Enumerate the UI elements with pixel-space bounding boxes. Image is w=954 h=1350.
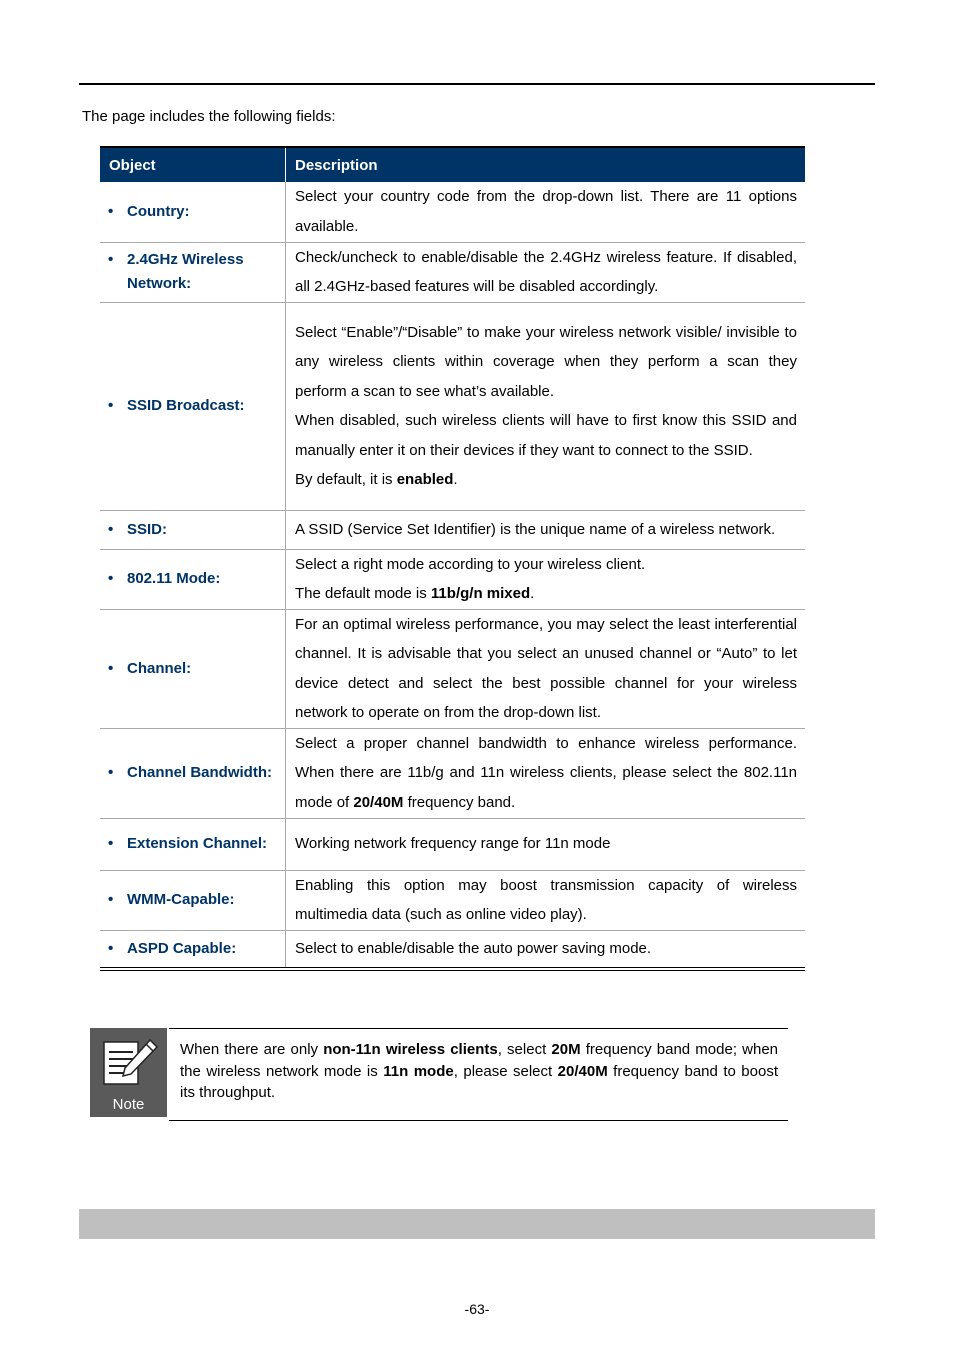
- description-paragraph: [295, 182, 797, 241]
- object-label: 802.11 Mode:: [127, 570, 221, 587]
- description-cell: [286, 182, 806, 242]
- fields-table: [100, 146, 805, 971]
- description-paragraph: [295, 610, 797, 728]
- table-row: [100, 818, 805, 870]
- object-item: [108, 248, 285, 296]
- object-label: Channel:: [127, 659, 192, 677]
- bullet-icon: •: [108, 891, 114, 908]
- description-cell: [286, 728, 806, 818]
- table-row: [100, 728, 805, 818]
- bullet-icon: •: [108, 520, 114, 538]
- text-run: frequency band to boost its throughput.: [180, 1062, 778, 1101]
- description-paragraph: [295, 934, 797, 964]
- object-item: [108, 937, 285, 961]
- description-paragraph: [295, 465, 797, 495]
- object-label: SSID Broadcast:: [127, 397, 245, 414]
- table-row: [100, 242, 805, 302]
- table-row: [100, 549, 805, 609]
- bullet-icon: •: [108, 939, 114, 957]
- text-run: frequency band mode; when the wireless network mode is: [180, 1041, 778, 1080]
- object-cell: [100, 302, 286, 510]
- bold-text: 11b/g/n mixed: [430, 585, 531, 602]
- object-item: [108, 518, 285, 542]
- description-cell: [286, 242, 806, 302]
- table-row: [100, 609, 805, 728]
- table-row: [100, 930, 805, 969]
- object-item: [108, 567, 285, 591]
- bullet-icon: •: [108, 570, 114, 587]
- table-row: [100, 510, 805, 549]
- description-paragraph: [295, 243, 797, 302]
- table-header-row: [100, 147, 805, 182]
- text-run: Select to enable/disable the auto power saving mode.: [295, 940, 652, 957]
- header-object: Object: [100, 147, 286, 182]
- text-run: The default mode is: [295, 585, 431, 602]
- text-run: When disabled, such wireless clients will have to first know this SSID and manually enter it on their devices if they want to connect to the SSID.: [295, 412, 797, 459]
- text-run: Select “Enable”/“Disable” to make your wireless network visible/ invisible to any wireless clients within coverage when they perform a scan they perform a scan to see what’s available.: [295, 323, 797, 400]
- description-cell: [286, 549, 806, 609]
- text-run: A SSID (Service Set Identifier) is the unique name of a wireless network.: [295, 520, 776, 538]
- object-item: [108, 888, 285, 912]
- bold-text: 20M: [551, 1041, 581, 1058]
- bullet-icon: •: [108, 251, 114, 268]
- text-run: When there are only: [180, 1041, 324, 1058]
- object-label: Country:: [127, 202, 190, 220]
- description-paragraph: [295, 318, 797, 407]
- bullet-icon: •: [108, 202, 114, 220]
- bullet-icon: •: [108, 835, 114, 852]
- note-callout: [90, 1028, 789, 1120]
- text-run: Check/uncheck to enable/disable the 2.4GHz wireless feature. If disabled, all 2.4GHz-based features will be disabled accordingly.: [295, 248, 797, 295]
- note-icon-label: Note: [112, 1096, 145, 1113]
- description-paragraph: [295, 515, 797, 545]
- object-cell: [100, 549, 286, 609]
- text-run: Enabling this option may boost transmission capacity of wireless multimedia data (such as online video play).: [295, 876, 797, 923]
- object-item: [108, 200, 285, 224]
- text-run: Working network frequency range for 11n mode: [295, 835, 611, 853]
- object-cell: [100, 510, 286, 549]
- text-run: By default, it is: [295, 471, 397, 488]
- object-label: SSID:: [127, 520, 168, 538]
- bold-text: enabled: [396, 471, 454, 488]
- note-text: [180, 1039, 778, 1104]
- description-cell: [286, 870, 806, 930]
- text-run: Select a right mode according to your wireless client.: [295, 555, 646, 573]
- object-item: [108, 832, 285, 856]
- bold-text: 11n mode: [383, 1062, 454, 1080]
- object-label: Extension Channel:: [127, 835, 268, 852]
- note-pencil-icon: [90, 1028, 167, 1117]
- object-item: [108, 657, 285, 681]
- bullet-icon: •: [108, 659, 114, 677]
- text-run: .: [530, 585, 535, 602]
- object-label: WMM-Capable:: [127, 891, 235, 908]
- description-paragraph: [295, 550, 797, 580]
- object-label: Channel Bandwidth:: [127, 764, 272, 781]
- note-box: [169, 1028, 788, 1121]
- text-run: Select your country code from the drop-down list. There are 11 options available.: [295, 188, 797, 235]
- description-paragraph: [295, 406, 797, 465]
- bold-text: 20/40M: [557, 1062, 608, 1080]
- text-run: , please select: [453, 1062, 558, 1080]
- text-run: Select a proper channel bandwidth to enhance wireless performance. When there are 11b/g and 11n wireless clients, please select the 802.11n mode of: [295, 734, 797, 811]
- description-paragraph: [295, 729, 797, 818]
- bold-text: 20/40M: [353, 793, 404, 811]
- description-cell: [286, 818, 806, 870]
- description-cell: [286, 302, 806, 510]
- object-cell: [100, 242, 286, 302]
- text-run: frequency band.: [403, 793, 516, 811]
- table-row: [100, 182, 805, 242]
- object-cell: [100, 609, 286, 728]
- header-rule: [79, 83, 875, 85]
- object-item: [108, 394, 285, 418]
- text-run: , select: [497, 1041, 552, 1058]
- bullet-icon: •: [108, 764, 114, 781]
- object-cell: [100, 818, 286, 870]
- description-paragraph: [295, 579, 797, 609]
- object-cell: [100, 728, 286, 818]
- description-paragraph: [295, 871, 797, 930]
- text-run: For an optimal wireless performance, you may select the least interferential channel. It is advisable that you select an unused channel or “Auto” to let device detect and select the best possible channel for your wireless network to operate on from the drop-down list.: [295, 615, 797, 721]
- text-run: .: [453, 471, 458, 488]
- description-cell: [286, 930, 806, 969]
- page-number: -63-: [464, 1301, 490, 1317]
- object-label: 2.4GHz Wireless Network:: [127, 251, 244, 292]
- table-row: [100, 870, 805, 930]
- section-bar: [79, 1209, 875, 1239]
- description-cell: [286, 510, 806, 549]
- description-paragraph: [295, 829, 797, 859]
- bullet-icon: •: [108, 397, 114, 414]
- object-cell: [100, 182, 286, 242]
- header-description: Description: [286, 147, 806, 182]
- bold-text: non-11n wireless clients: [323, 1041, 498, 1058]
- object-cell: [100, 870, 286, 930]
- table-row: [100, 302, 805, 510]
- object-label: ASPD Capable:: [127, 939, 237, 957]
- object-cell: [100, 930, 286, 969]
- intro-text: The page includes the following fields:: [82, 108, 336, 125]
- description-cell: [286, 609, 806, 728]
- object-item: [108, 761, 285, 785]
